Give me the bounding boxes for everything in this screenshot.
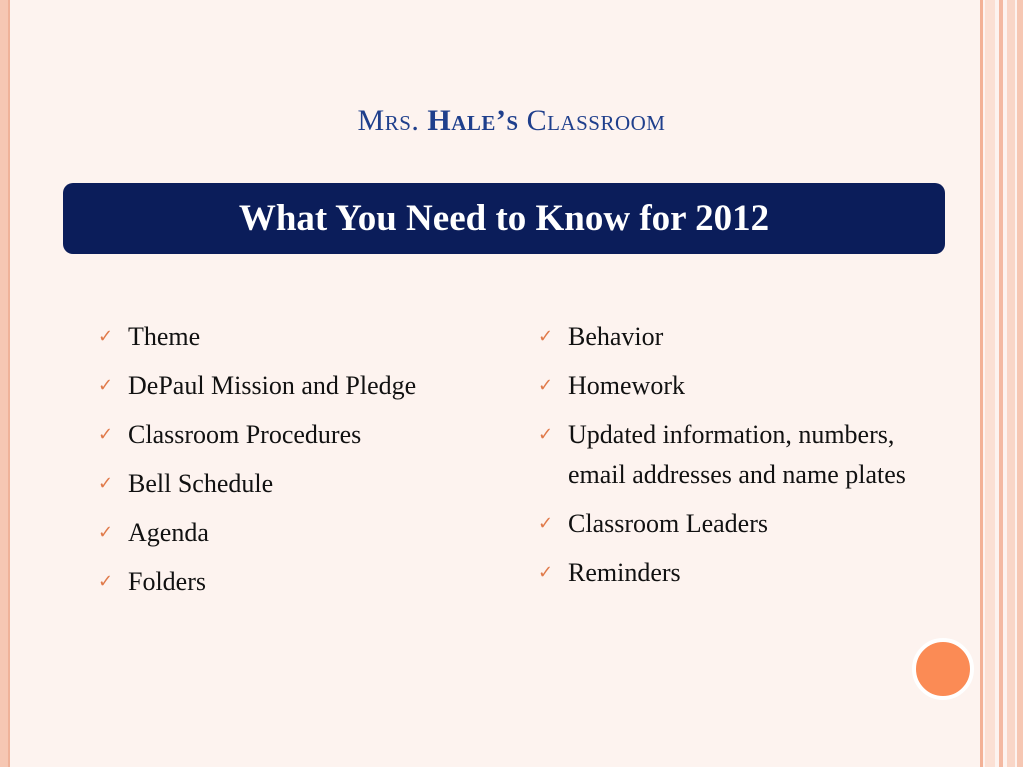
list-item bbox=[536, 504, 926, 544]
list-item-text: Theme bbox=[128, 322, 201, 351]
title-part-3: Classroom bbox=[526, 104, 666, 137]
right-bullet-list bbox=[536, 317, 926, 602]
list-item bbox=[96, 415, 446, 455]
check-icon: ✓ bbox=[98, 522, 114, 543]
list-item bbox=[536, 553, 926, 593]
list-item bbox=[96, 317, 446, 357]
list-item-text: DePaul Mission and Pledge bbox=[128, 371, 417, 400]
list-item-text: Homework bbox=[568, 371, 685, 400]
check-icon: ✓ bbox=[538, 424, 554, 445]
check-icon: ✓ bbox=[98, 473, 114, 494]
check-icon: ✓ bbox=[538, 513, 554, 534]
decorative-circle bbox=[912, 638, 974, 700]
list-item bbox=[536, 317, 926, 357]
list-item bbox=[96, 464, 446, 504]
list-item-text: Classroom Procedures bbox=[128, 420, 362, 449]
check-icon: ✓ bbox=[98, 571, 114, 592]
list-item-text: Agenda bbox=[128, 518, 209, 547]
list-item-text: Reminders bbox=[568, 558, 681, 587]
list-item-text: Bell Schedule bbox=[128, 469, 274, 498]
check-icon: ✓ bbox=[538, 326, 554, 347]
page-title bbox=[0, 104, 1023, 138]
list-item bbox=[96, 562, 446, 602]
list-item bbox=[96, 366, 446, 406]
check-icon: ✓ bbox=[98, 326, 114, 347]
title-part-1: Mrs. bbox=[357, 104, 420, 137]
subtitle-banner bbox=[63, 183, 945, 254]
list-item-text: Classroom Leaders bbox=[568, 509, 769, 538]
list-item bbox=[536, 366, 926, 406]
list-item-text: Updated information, numbers, email addresses and name plates bbox=[568, 420, 906, 489]
left-bullet-list bbox=[96, 317, 446, 611]
list-item bbox=[536, 415, 926, 495]
title-part-2: Hale’s bbox=[427, 104, 519, 137]
banner-text: What You Need to Know for 2012 bbox=[238, 198, 770, 239]
list-item-text: Folders bbox=[128, 567, 206, 596]
list-item bbox=[96, 513, 446, 553]
check-icon: ✓ bbox=[538, 562, 554, 583]
check-icon: ✓ bbox=[538, 375, 554, 396]
list-item-text: Behavior bbox=[568, 322, 664, 351]
check-icon: ✓ bbox=[98, 424, 114, 445]
check-icon: ✓ bbox=[98, 375, 114, 396]
